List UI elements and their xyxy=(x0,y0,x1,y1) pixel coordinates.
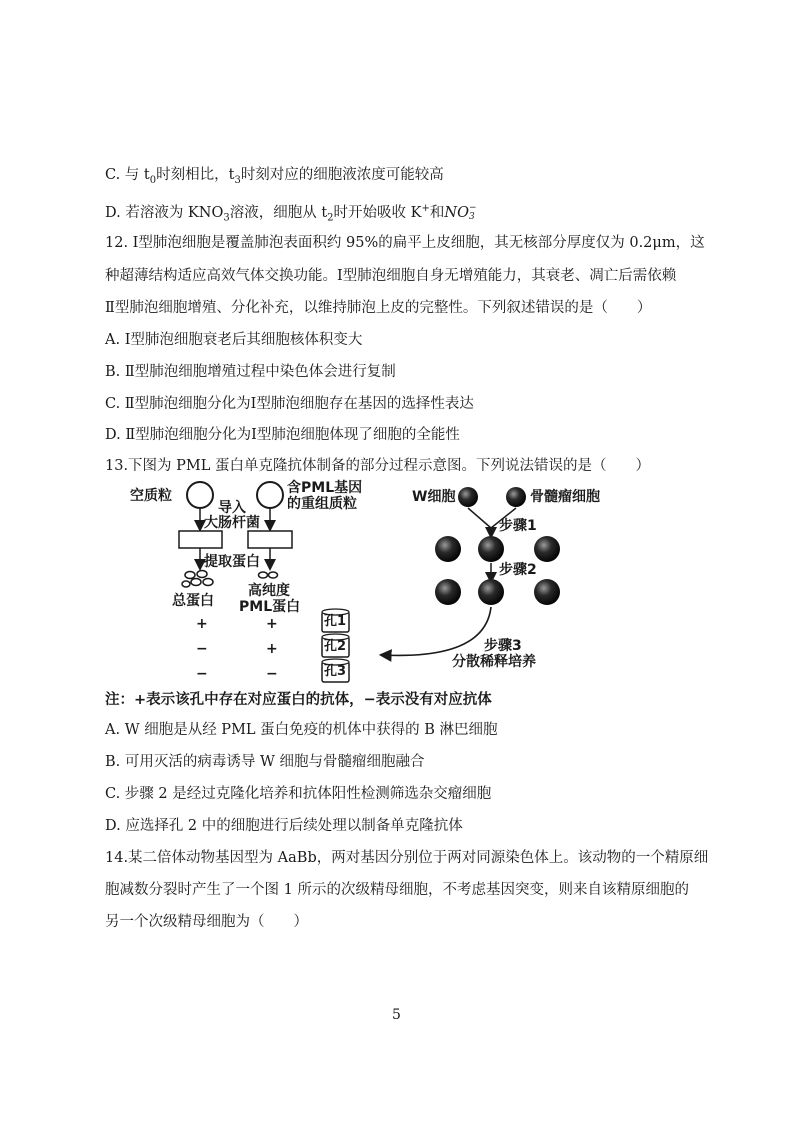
empty-plasmid-icon xyxy=(187,482,213,508)
q12-option-d: D. Ⅱ型肺泡细胞分化为Ⅰ型肺泡细胞体现了细胞的全能性 xyxy=(105,427,460,443)
myeloma-cell-icon xyxy=(506,487,526,507)
q12-stem-line-3: Ⅱ型肺泡细胞增殖、分化补充，以维持肺泡上皮的完整性。下列叙述错误的是（ ） xyxy=(105,300,652,316)
empty-plasmid-label: 空质粒 xyxy=(130,488,172,504)
well-3-label: 孔3 xyxy=(324,664,347,679)
selected-cell-icon xyxy=(435,579,461,605)
q14-stem-line-1: 14.某二倍体动物基因型为 AaBb，两对基因分别位于两对同源染色体上。该动物的一个精原细 xyxy=(105,850,709,866)
step3-label-1: 步骤3 xyxy=(484,638,522,654)
step1-label: 步骤1 xyxy=(499,518,537,534)
hybrid-cell-icon xyxy=(534,536,560,562)
col1-sign-2: − xyxy=(196,641,208,657)
q11-option-d: D. 若溶液为 $KNO_3$溶液，细胞从 $t_2$时开始吸收 K+和NO − 3 xyxy=(105,202,477,224)
q14-stem-line-2: 胞减数分裂时产生了一个图 1 所示的次级精母细胞，不考虑基因突变，则来自该精原细胞的 xyxy=(105,882,689,898)
selected-cell-icon xyxy=(478,579,504,605)
recombinant-plasmid-icon xyxy=(257,482,283,508)
col1-sign-3: − xyxy=(196,666,208,682)
hybrid-cell-icon xyxy=(435,536,461,562)
recombinant-plasmid-label-1: 含PML基因 xyxy=(287,480,363,496)
q12-option-b: B. Ⅱ型肺泡细胞增殖过程中染色体会进行复制 xyxy=(105,364,396,380)
col2-sign-1: + xyxy=(266,616,278,632)
q13-option-a: A. W 细胞是从经 PML 蛋白免疫的机体中获得的 B 淋巴细胞 xyxy=(105,722,498,738)
col1-sign-1: + xyxy=(196,616,208,632)
w-cell-icon xyxy=(458,487,478,507)
page-number: 5 xyxy=(392,1007,401,1023)
total-protein-icon xyxy=(182,571,213,588)
extract-protein-label: 提取蛋白 xyxy=(204,554,260,570)
step2-label: 步骤2 xyxy=(499,562,537,578)
q14-stem-line-3: 另一个次级精母细胞为（ ） xyxy=(105,914,308,930)
pml-protein-icon xyxy=(259,572,278,578)
recombinant-plasmid-label-2: 的重组质粒 xyxy=(287,496,357,512)
well-1-label: 孔1 xyxy=(324,614,347,629)
q13-stem: 13.下图为 PML 蛋白单克隆抗体制备的部分过程示意图。下列说法错误的是（ ） xyxy=(105,458,651,474)
q13-option-c: C. 步骤 2 是经过克隆化培养和抗体阳性检测筛选杂交瘤细胞 xyxy=(105,786,492,802)
step3-label-2: 分散稀释培养 xyxy=(452,654,536,670)
myeloma-label: 骨髓瘤细胞 xyxy=(530,489,600,505)
col2-sign-2: + xyxy=(266,641,278,657)
import-label-1: 导入 xyxy=(218,500,246,516)
q13-option-b: B. 可用灭活的病毒诱导 W 细胞与骨髓瘤细胞融合 xyxy=(105,754,425,770)
well-2-label: 孔2 xyxy=(324,639,347,654)
recombinant-bacteria-box xyxy=(248,531,292,548)
empty-plasmid-bacteria-box xyxy=(179,531,222,548)
w-cell-label: W细胞 xyxy=(412,489,456,505)
q12-option-c: C. Ⅱ型肺泡细胞分化为Ⅰ型肺泡细胞存在基因的选择性表达 xyxy=(105,396,474,412)
selected-cell-icon xyxy=(534,579,560,605)
pure-protein-label-2: PML蛋白 xyxy=(239,599,301,615)
q12-option-a: A. Ⅰ型肺泡细胞衰老后其细胞核体积变大 xyxy=(105,332,363,348)
q13-option-d: D. 应选择孔 2 中的细胞进行后续处理以制备单克隆抗体 xyxy=(105,818,463,834)
q13-note: 注：+表示该孔中存在对应蛋白的抗体，−表示没有对应抗体 xyxy=(105,692,492,708)
q12-stem-line-1: 12. Ⅰ型肺泡细胞是覆盖肺泡表面积约 95%的扁平上皮细胞，其无核部分厚度仅为 0.2μm，这 xyxy=(105,235,705,251)
q11-option-c: C. 与 $t_0$时刻相比，$t_3$时刻对应的细胞液浓度可能较高 xyxy=(105,167,444,186)
pure-protein-label-1: 高纯度 xyxy=(248,583,290,599)
total-protein-label: 总蛋白 xyxy=(172,593,214,609)
import-label-2: 大肠杆菌 xyxy=(204,515,260,531)
step3-arrow xyxy=(382,607,491,655)
hybrid-cell-icon xyxy=(478,536,504,562)
col2-sign-3: − xyxy=(266,666,278,682)
q12-stem-line-2: 种超薄结构适应高效气体交换功能。Ⅰ型肺泡细胞自身无增殖能力，其衰老、凋亡后需依赖 xyxy=(105,268,677,284)
